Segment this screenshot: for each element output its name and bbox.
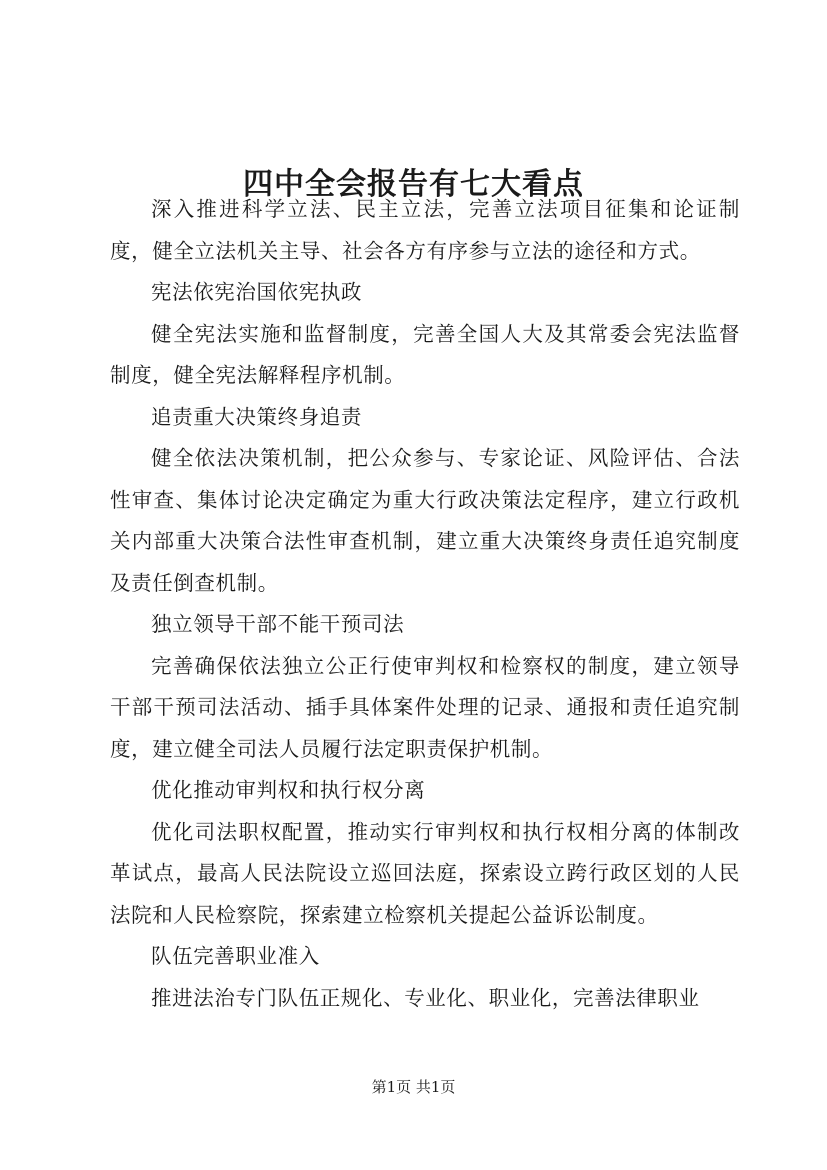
section-heading-workforce: 队伍完善职业准入 xyxy=(151,944,320,968)
page-title: 四中全会报告有七大看点 xyxy=(243,167,584,203)
paragraph-independence: 完善确保依法独立公正行使审判权和检察权的制度，建立领导干部干预司法活动、插手具体案件处理的记录、通报和责任追究制度，建立健全司法人员履行法定职责保护机制。 xyxy=(110,653,740,761)
section-heading-constitution: 宪法依宪治国依宪执政 xyxy=(151,280,362,304)
document-body xyxy=(110,189,740,1019)
section-heading-independence: 独立领导干部不能干预司法 xyxy=(151,612,405,636)
section-heading-separation: 优化推动审判权和执行权分离 xyxy=(151,778,426,802)
paragraph-accountability: 健全依法决策机制，把公众参与、专家论证、风险评估、合法性审查、集体讨论决定确定为重大行政决策法定程序，建立行政机关内部重大决策合法性审查机制，建立重大决策终身责任追究制度及责任倒查机制。 xyxy=(110,446,740,595)
page-number-footer: 第1页 共1页 xyxy=(371,1078,456,1096)
section-heading-accountability: 追责重大决策终身追责 xyxy=(151,404,362,429)
paragraph-legislation: 深入推进科学立法、民主立法，完善立法项目征集和论证制度，健全立法机关主导、社会各方有序参与立法的途径和方式。 xyxy=(110,197,740,263)
paragraph-separation: 优化司法职权配置，推动实行审判权和执行权相分离的体制改革试点，最高人民法院设立巡回法庭，探索设立跨行政区划的人民法院和人民检察院，探索建立检察机关提起公益诉讼制度。 xyxy=(110,819,740,927)
paragraph-workforce: 推进法治专门队伍正规化、专业化、职业化，完善法律职业 xyxy=(151,985,700,1010)
paragraph-constitution: 健全宪法实施和监督制度，完善全国人大及其常委会宪法监督制度，健全宪法解释程序机制。 xyxy=(110,321,740,387)
